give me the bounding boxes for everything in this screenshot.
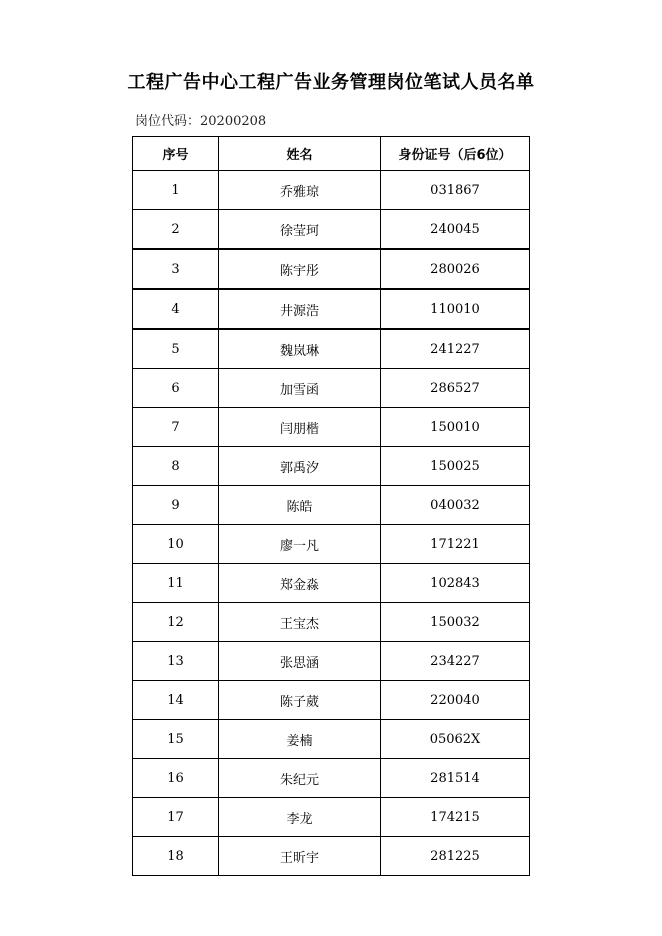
cell-id-last6: 220040	[381, 681, 530, 720]
cell-serial-number: 13	[133, 642, 219, 681]
cell-name: 姜楠	[219, 720, 381, 759]
header-name: 姓名	[219, 137, 381, 171]
cell-name: 魏岚琳	[219, 329, 381, 369]
table-row	[133, 289, 530, 329]
cell-serial-number: 4	[133, 289, 219, 329]
cell-serial-number: 1	[133, 171, 219, 210]
cell-name: 闫朋楷	[219, 408, 381, 447]
cell-name: 井源浩	[219, 289, 381, 329]
cell-id-last6: 281225	[381, 837, 530, 876]
cell-id-last6: 05062X	[381, 720, 530, 759]
cell-id-last6: 280026	[381, 249, 530, 289]
table-row	[133, 837, 530, 876]
cell-name: 陈皓	[219, 486, 381, 525]
table-row	[133, 447, 530, 486]
post-code-line	[135, 113, 266, 131]
table-row	[133, 369, 530, 408]
cell-name: 郭禹汐	[219, 447, 381, 486]
header-serial-number: 序号	[133, 137, 219, 171]
table-row	[133, 408, 530, 447]
cell-serial-number: 8	[133, 447, 219, 486]
cell-id-last6: 040032	[381, 486, 530, 525]
cell-serial-number: 17	[133, 798, 219, 837]
cell-id-last6: 102843	[381, 564, 530, 603]
post-code-value: 20200208	[200, 114, 267, 129]
cell-id-last6: 234227	[381, 642, 530, 681]
cell-name: 李龙	[219, 798, 381, 837]
cell-serial-number: 10	[133, 525, 219, 564]
cell-id-last6: 150025	[381, 447, 530, 486]
cell-serial-number: 18	[133, 837, 219, 876]
cell-id-last6: 281514	[381, 759, 530, 798]
cell-serial-number: 5	[133, 329, 219, 369]
table-row	[133, 249, 530, 289]
cell-name: 廖一凡	[219, 525, 381, 564]
cell-name: 陈宇彤	[219, 249, 381, 289]
cell-serial-number: 3	[133, 249, 219, 289]
cell-id-last6: 241227	[381, 329, 530, 369]
cell-name: 陈子葳	[219, 681, 381, 720]
cell-name: 徐莹珂	[219, 210, 381, 250]
cell-id-last6: 171221	[381, 525, 530, 564]
cell-serial-number: 6	[133, 369, 219, 408]
cell-name: 郑金淼	[219, 564, 381, 603]
table-row	[133, 642, 530, 681]
table-row	[133, 720, 530, 759]
table-row	[133, 564, 530, 603]
cell-serial-number: 15	[133, 720, 219, 759]
cell-name: 王宝杰	[219, 603, 381, 642]
cell-id-last6: 110010	[381, 289, 530, 329]
cell-name: 王昕宇	[219, 837, 381, 876]
cell-serial-number: 16	[133, 759, 219, 798]
table-row	[133, 603, 530, 642]
table-row	[133, 486, 530, 525]
post-code-label: 岗位代码：	[135, 114, 201, 129]
cell-serial-number: 11	[133, 564, 219, 603]
table-row	[133, 210, 530, 250]
cell-name: 加雪函	[219, 369, 381, 408]
cell-id-last6: 174215	[381, 798, 530, 837]
table-header-row	[133, 137, 530, 171]
table-row	[133, 329, 530, 369]
table-row	[133, 525, 530, 564]
cell-id-last6: 150032	[381, 603, 530, 642]
cell-name: 乔雅琼	[219, 171, 381, 210]
cell-serial-number: 7	[133, 408, 219, 447]
header-id-last6: 身份证号（后6位）	[381, 137, 530, 171]
document-title: 工程广告中心工程广告业务管理岗位笔试人员名单	[127, 72, 535, 93]
cell-name: 朱纪元	[219, 759, 381, 798]
table-row	[133, 798, 530, 837]
cell-id-last6: 286527	[381, 369, 530, 408]
cell-serial-number: 12	[133, 603, 219, 642]
table-row	[133, 681, 530, 720]
cell-id-last6: 031867	[381, 171, 530, 210]
table-row	[133, 759, 530, 798]
cell-id-last6: 240045	[381, 210, 530, 250]
table-row	[133, 171, 530, 210]
cell-id-last6: 150010	[381, 408, 530, 447]
candidate-table	[132, 136, 530, 876]
cell-serial-number: 2	[133, 210, 219, 250]
cell-name: 张思涵	[219, 642, 381, 681]
cell-serial-number: 9	[133, 486, 219, 525]
cell-serial-number: 14	[133, 681, 219, 720]
